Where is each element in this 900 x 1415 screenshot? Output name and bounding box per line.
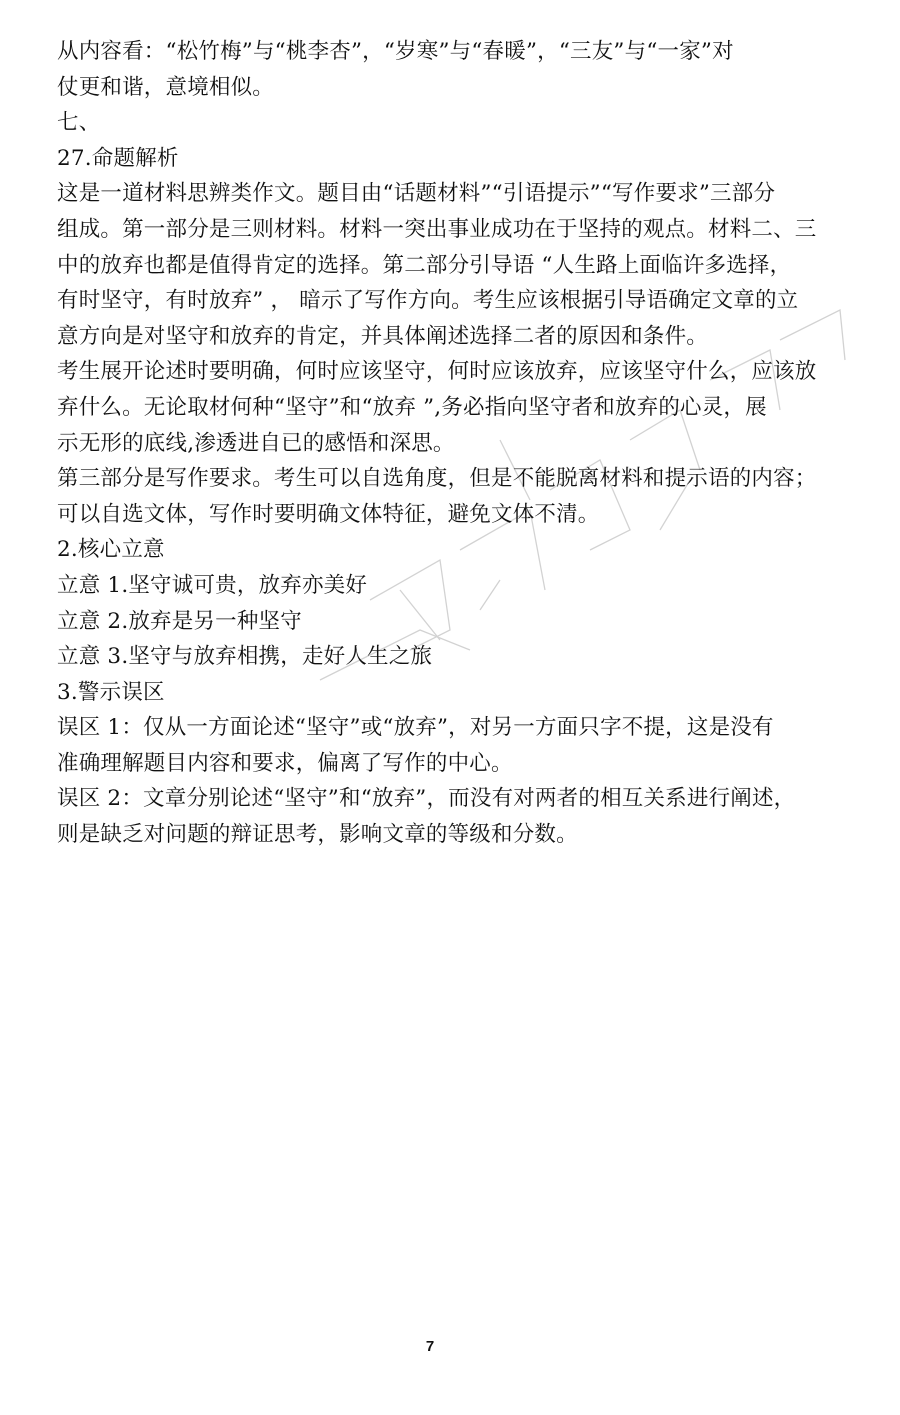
section-heading: 七、: [57, 110, 101, 136]
idea-item: 立意 1.坚守诚可贵，放弃亦美好: [57, 572, 368, 598]
text-line: 意方向是对坚守和放弃的肯定，并具体阐述选择二者的原因和条件。: [57, 323, 709, 349]
text-line: 组成。第一部分是三则材料。材料一突出事业成功在于坚持的观点。材料二、三: [57, 216, 817, 242]
misconception-item: 误区 2：文章分别论述“坚守”和“放弃”，而没有对两者的相互关系进行阐述，: [57, 786, 796, 812]
text-line: 则是缺乏对问题的辩证思考，影响文章的等级和分数。: [57, 822, 578, 848]
text-line: 仗更和谐，意境相似。: [57, 74, 275, 100]
text-line: 可以自选文体，写作时要明确文体特征，避免文体不清。: [57, 501, 600, 527]
text-line: 中的放弃也都是值得肯定的选择。第二部分引导语 “人生路上面临许多选择，: [57, 252, 792, 278]
text-line: 这是一道材料思辨类作文。题目由“话题材料”“引语提示”“写作要求”三部分: [57, 181, 776, 207]
idea-item: 立意 3.坚守与放弃相携，走好人生之旅: [57, 644, 433, 670]
subheading-misconceptions: 3.警示误区: [57, 679, 165, 705]
text-line: 弃什么。无论取材何种“坚守”和“放弃 ”,务必指向坚守者和放弃的心灵，展: [57, 394, 767, 420]
document-body: [57, 34, 817, 853]
subheading-core-ideas: 2.核心立意: [57, 537, 165, 563]
idea-item: 立意 2.放弃是另一种坚守: [57, 608, 302, 634]
misconception-item: 误区 1：仅从一方面论述“坚守”或“放弃”，对另一方面只字不提，这是没有: [57, 715, 774, 741]
text-line: 从内容看：“松竹梅”与“桃李杏”，“岁寒”与“春暖”，“三友”与“一家”对: [57, 39, 734, 64]
text-line: 准确理解题目内容和要求，偏离了写作的中心。: [57, 750, 513, 776]
text-line: 有时坚守，有时放弃” ， 暗示了写作方向。考生应该根据引导语确定文章的立: [57, 288, 799, 314]
question-heading: 27.命题解析: [57, 145, 179, 171]
text-line: 示无形的底线,渗透进自已的感悟和深思。: [57, 430, 455, 456]
text-line: 第三部分是写作要求。考生可以自选角度，但是不能脱离材料和提示语的内容；: [57, 466, 817, 492]
text-line: 考生展开论述时要明确，何时应该坚守，何时应该放弃，应该坚守什么，应该放: [57, 359, 817, 385]
page-number: 7: [425, 1338, 435, 1355]
